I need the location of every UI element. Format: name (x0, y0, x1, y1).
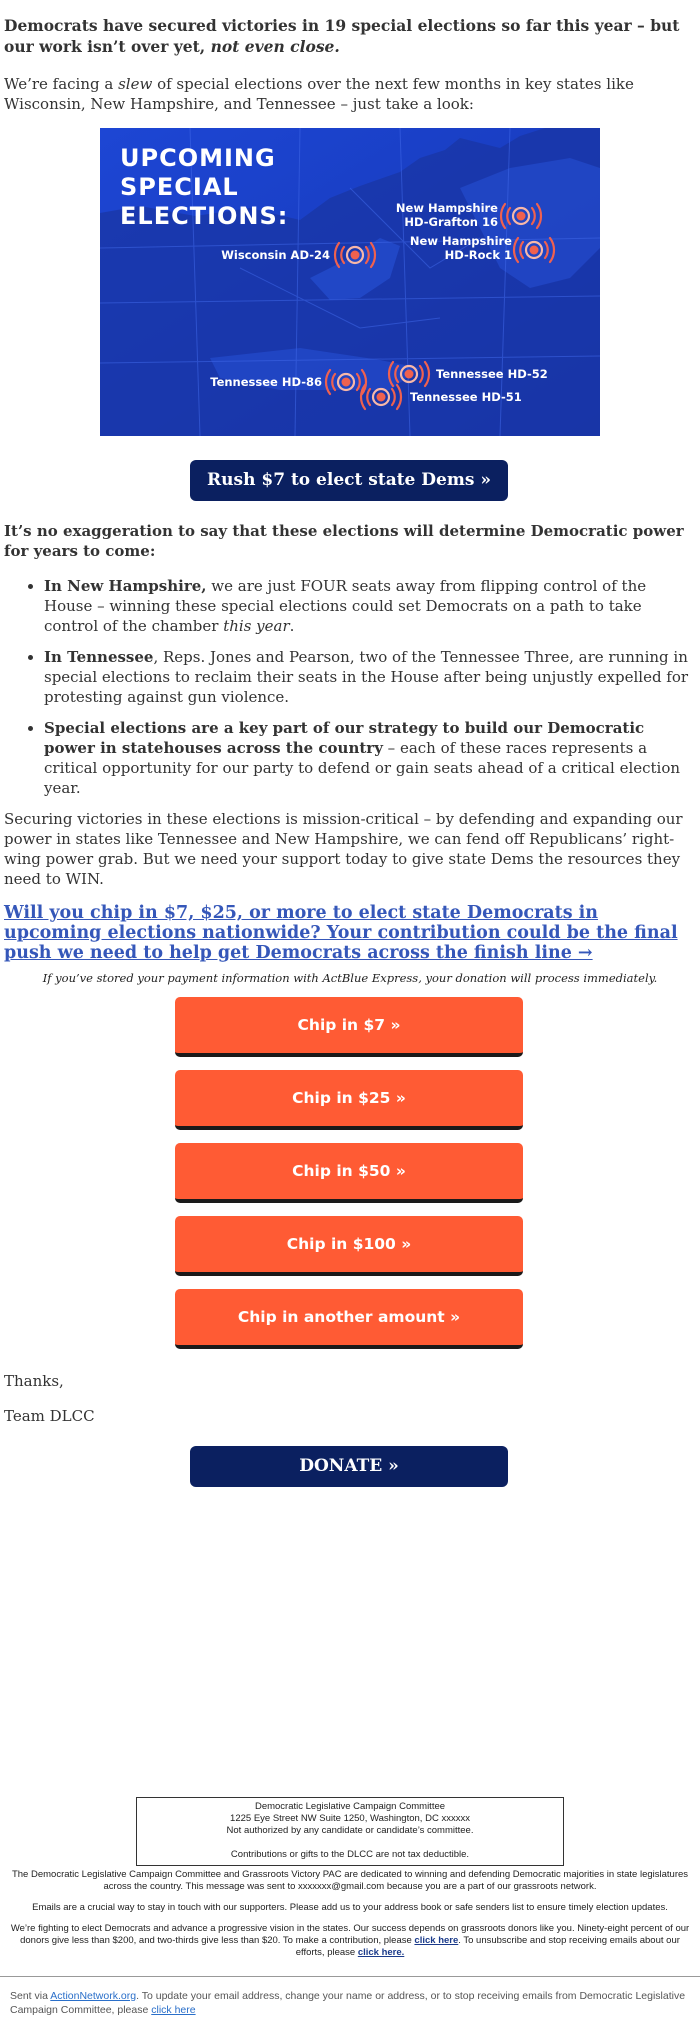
district-tn-hd86: Tennessee HD-86 (210, 375, 322, 389)
fine-print-safe-senders: Emails are a crucial way to stay in touch with our supporters. Please add us to your address book or safe senders list to ensure timely election updates. (32, 1901, 668, 1913)
district-nh-rock-name: HD-Rock 1 (444, 248, 512, 262)
district-nh-grafton-name: HD-Grafton 16 (404, 215, 498, 229)
signoff-thanks: Thanks, (4, 1371, 64, 1390)
district-tn-hd51: Tennessee HD-51 (410, 390, 522, 404)
bullet-emphasis: this year (223, 617, 290, 635)
bullet-text: we are just FOUR seats away from flipping control of the House – winning these special elections could set Democrats on a path to take control of the chamber (44, 577, 647, 635)
headline (0, 0, 700, 57)
chip-in-100-button[interactable]: Chip in $100 » (175, 1216, 523, 1276)
bullet-lead: In Tennessee (44, 648, 154, 666)
map-title-line-1: UPCOMING (120, 144, 276, 172)
headline-emphasis: not even close. (210, 37, 340, 56)
footer-address-box (136, 1797, 564, 1866)
footer-org: Democratic Legislative Campaign Committee (254, 1800, 446, 1812)
chip-in-7-button[interactable]: Chip in $7 » (175, 997, 523, 1057)
district-nh-rock-state: New Hampshire (409, 234, 512, 248)
sent-via-update-text: . To update your email address, change your name or address, or to stop receiving emails from Democratic Legislative Campaign Committee, please (10, 1989, 686, 2016)
map-title-line-2: SPECIAL (120, 173, 239, 201)
closing-paragraph: Securing victories in these elections is mission-critical – by defending and expanding our power in states like Tennessee and New Hampshire, we can fend off Republicans’ right-wing power grab. But we need your support today to give state Dems the resources they need to WIN. (4, 810, 683, 888)
bullet-list (0, 576, 700, 798)
section-subheading: It’s no exaggeration to say that these elections will determine Democratic power for years to come: (4, 522, 684, 560)
chip-in-other-amount-button[interactable]: Chip in another amount » (175, 1289, 523, 1349)
bullet-text: – each of these races represents a critical opportunity for our party to defend or gain seats ahead of a critical election year. (44, 739, 681, 797)
unsubscribe-link[interactable]: click here. (357, 1946, 405, 1958)
bullet-text: , Reps. Jones and Pearson, two of the Tennessee Three, are running in special elections to reclaim their seats in the House after being unjustly expelled for protesting against gun violence. (44, 648, 689, 706)
district-nh-grafton-state: New Hampshire (395, 201, 498, 215)
bullet-lead: In New Hampshire, (44, 577, 207, 595)
fine-print-donors (0, 1923, 700, 1959)
fine-print-unsub-text: . To unsubscribe and stop receiving emails about our efforts, please (295, 1934, 680, 1958)
district-tn-hd52: Tennessee HD-52 (436, 367, 548, 381)
signoff-team: Team DLCC (4, 1406, 95, 1425)
intro-text-pre: We’re facing a (4, 75, 119, 93)
sent-via-notice (0, 1989, 700, 2017)
fine-print-mission: The Democratic Legislative Campaign Committee and Grassroots Victory PAC are dedicated to winning and defending Democratic majorities in state legislatures across the country. This message was sent to xxxxxxx@gmail.com because you are a part of our grassroots network. (11, 1868, 689, 1892)
chip-in-25-button[interactable]: Chip in $25 » (175, 1070, 523, 1130)
district-wi-ad24: Wisconsin AD-24 (221, 248, 330, 262)
chip-in-link[interactable]: Will you chip in $7, $25, or more to elect state Democrats in upcoming elections nationwide? Your contribution could be the final push we need to help get Democrats across the finish line → (4, 903, 678, 963)
action-network-link[interactable]: ActionNetwork.org (50, 1989, 137, 2002)
bullet-tail: . (289, 617, 295, 635)
intro-paragraph (0, 74, 700, 114)
footer-disclaimer: Not authorized by any candidate or candidate’s committee. (226, 1824, 474, 1836)
list-item (44, 718, 692, 798)
footer-divider (0, 1976, 700, 1977)
list-item (44, 576, 692, 636)
donate-button[interactable]: DONATE » (190, 1446, 508, 1487)
map-graphic (100, 128, 600, 436)
footer-gap (137, 1837, 563, 1849)
footer-address: 1225 Eye Street NW Suite 1250, Washington, DC xxxxxx (230, 1812, 470, 1824)
fine-print-donors-text: We’re fighting to elect Democrats and advance a progressive vision in the states. Our success depends on grassroots donors like you. Ninety-eight percent of our donors give less than $200, and two-thirds give less than $20. To make a contribution, please (10, 1922, 690, 1946)
spacer (0, 1487, 700, 1797)
intro-text-post: of special elections over the next few months in key states like Wisconsin, New Hampshire, and Tennessee – just take a look: (4, 75, 634, 113)
headline-text: Democrats have secured victories in 19 special elections so far this year – but our work isn’t over yet, (4, 16, 680, 56)
sent-via-text: Sent via (10, 1989, 51, 2002)
bullet-lead: Special elections are a key part of our strategy to build our Democratic power in statehouses across the country (44, 719, 645, 757)
donation-buttons (0, 997, 700, 1349)
rush-donate-button[interactable]: Rush $7 to elect state Dems » (190, 460, 508, 501)
update-preferences-link[interactable]: click here (151, 2003, 196, 2016)
map-title-line-3: ELECTIONS: (120, 202, 289, 230)
footer-tax-note: Contributions or gifts to the DLCC are not tax deductible. (230, 1848, 470, 1860)
contribute-link[interactable]: click here (414, 1934, 459, 1946)
actblue-express-note: If you’ve stored your payment information with ActBlue Express, your donation will process immediately. (42, 971, 658, 985)
list-item (44, 647, 692, 707)
special-elections-map[interactable] (100, 128, 600, 436)
chip-in-50-button[interactable]: Chip in $50 » (175, 1143, 523, 1203)
intro-emphasis: slew (118, 75, 153, 93)
